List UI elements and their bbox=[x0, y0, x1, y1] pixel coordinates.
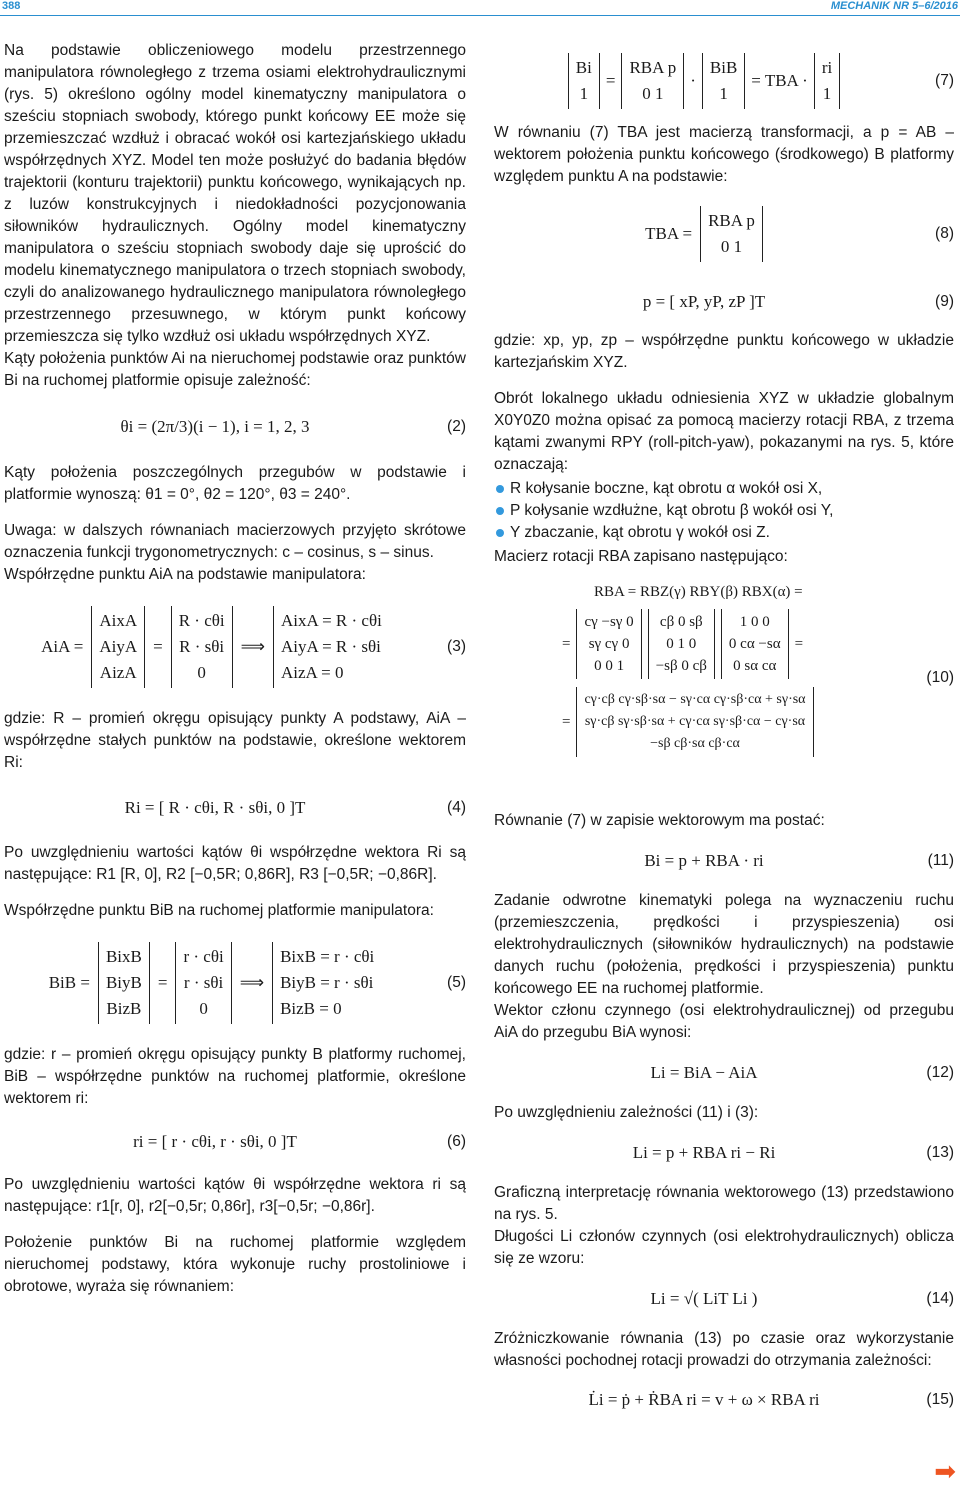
paragraph: Długości Li członów czynnych (osi elektrohydraulicznych) oblicza się ze wzoru: bbox=[494, 1228, 954, 1267]
list-item: R kołysanie boczne, kąt obrotu α wokół osi X, bbox=[494, 478, 954, 500]
matrix-cell: 0 1 0 bbox=[666, 636, 697, 652]
equation-text: ri = [ r · cθi, r · sθi, 0 ]T bbox=[133, 1132, 297, 1151]
system-line: BixB = r · cθi bbox=[280, 947, 375, 966]
page-header bbox=[0, 0, 960, 16]
paragraph: Uwaga: w dalszych równaniach macierzowych przyjęto skrótowe oznaczenia funkcji trygonometrycznych: c – cosinus, s – sinus. bbox=[4, 522, 466, 561]
equation-7: Bi 1 = RBA p 0 1 · BiB 1 = TBA · ri 1 (7) bbox=[494, 46, 954, 116]
matrix-cell: 1 0 0 bbox=[739, 614, 770, 630]
equation-15 bbox=[494, 1378, 954, 1422]
matrix-cell: R · cθi bbox=[178, 611, 225, 630]
implies-icon: ⟹ bbox=[239, 973, 265, 992]
equation-text: RBA = RBZ(γ) RBY(β) RBX(α) = bbox=[594, 584, 803, 600]
equation-text: Li = BiA − AiA bbox=[650, 1063, 758, 1082]
matrix bbox=[700, 206, 763, 262]
matrix bbox=[721, 609, 789, 679]
matrix-cell: BiyB bbox=[105, 973, 142, 992]
matrix-cell: BizB bbox=[106, 999, 142, 1018]
paragraph: Wektor członu czynnego (osi elektrohydraulicznej) od przegubu AiA do przegubu BiA wynosi: bbox=[494, 1002, 954, 1041]
matrix-cell: RBA p bbox=[708, 211, 755, 230]
header-rule bbox=[0, 15, 960, 16]
equation-lhs: TBA = bbox=[645, 224, 693, 243]
equation-3: AiA = AixA AiyA AizA = R · cθi R · sθi 0 ⟹ AixA = R · cθi AiyA = R · sθi AizA = 0 (3) bbox=[4, 592, 466, 702]
equation-number: (2) bbox=[447, 418, 466, 435]
system-line: AixA = R · cθi bbox=[281, 611, 382, 630]
equation-lhs: BiB = bbox=[48, 973, 90, 992]
equation-number: (11) bbox=[927, 852, 954, 869]
matrix-cell: 0 bbox=[197, 663, 206, 682]
matrix-cell: AizA bbox=[99, 663, 137, 682]
paragraph: Po uwzględnieniu wartości kątów θi współrzędne wektora ri są następujące: r1[r, 0], r2[−0,5r; 0,86r], r3[−0,5r; −0,86r]. bbox=[4, 1176, 466, 1215]
matrix-cell: 0 cα −sα bbox=[728, 636, 781, 652]
equation-11 bbox=[494, 838, 954, 884]
paragraph: Obrót lokalnego układu odniesienia XYZ w układzie globalnym X0Y0Z0 można opisać za pomocą macierzy rotacji RBA, z trzema kątami zwanymi RPY (roll-pitch-yaw), pokazanymi na rys. 5, które oznaczają: bbox=[494, 390, 954, 473]
matrix bbox=[576, 609, 641, 679]
paragraph: gdzie: xp, yp, zp – współrzędne punktu końcowego w układzie kartezjańskim XYZ. bbox=[494, 332, 954, 371]
equation-number: (8) bbox=[935, 225, 954, 242]
matrix-cell: 0 1 bbox=[720, 237, 743, 256]
system-line: AiyA = R · sθi bbox=[281, 637, 381, 656]
equation-number: (14) bbox=[926, 1290, 954, 1307]
matrix-cell: −sβ 0 cβ bbox=[655, 658, 707, 674]
matrix bbox=[576, 687, 813, 757]
matrix-cell: sγ·cβ sγ·sβ·sα + cγ·cα sγ·sβ·cα − cγ·sα bbox=[584, 714, 806, 729]
equation-8 bbox=[494, 194, 954, 274]
equation-10: RBA = RBZ(γ) RBY(β) RBX(α) = = cγ −sγ 0 sγ cγ 0 0 0 1 cβ 0 sβ 0 1 0 −sβ 0 cβ 1 0 0 0 cα −sα 0 sα cα = = cγ·cβ cγ·sβ·sα − sγ·cα cγ·sβ·cα + sγ·sα sγ·cβ sγ·sβ·sα + cγ·cα sγ·sβ·cα − cγ·sα −sβ cβ·sα cβ·cα (10) bbox=[494, 574, 954, 804]
left-column bbox=[4, 40, 466, 1298]
equation-number: (10) bbox=[926, 668, 954, 686]
paragraph: Zróżniczkowanie równania (13) po czasie oraz wykorzystanie własności pochodnej rotacji prowadzi do otrzymania zależności: bbox=[494, 1330, 954, 1369]
brace-system bbox=[272, 942, 381, 1024]
equation-number: (15) bbox=[926, 1391, 954, 1408]
matrix bbox=[702, 53, 745, 109]
matrix bbox=[814, 53, 840, 109]
equation-5: BiB = BixB BiyB BizB = r · cθi r · sθi 0 ⟹ BixB = r · cθi BiyB = r · sθi BizB = 0 (5) bbox=[4, 928, 466, 1038]
equation-number: (7) bbox=[935, 72, 954, 89]
matrix bbox=[568, 53, 600, 109]
matrix-cell: −sβ cβ·sα cβ·cα bbox=[650, 736, 740, 751]
right-column bbox=[494, 40, 954, 1428]
equation-text: = TBA · bbox=[751, 71, 808, 90]
equation-number: (6) bbox=[447, 1133, 466, 1150]
equation-9 bbox=[494, 280, 954, 324]
matrix-cell: cγ·cβ cγ·sβ·sα − sγ·cα cγ·sβ·cα + sγ·sα bbox=[584, 692, 806, 707]
paragraph: Położenie punktów Bi na ruchomej platformie względem nieruchomej podstawy, która wykonuje ruchy prostoliniowe i obrotowe, wyraża się równaniem: bbox=[4, 1234, 466, 1295]
equation-number: (4) bbox=[447, 799, 466, 816]
matrix-cell: 0 0 1 bbox=[594, 658, 625, 674]
paragraph: gdzie: R – promień okręgu opisujący punkty A podstawy, AiA – współrzędne stałych punktów na podstawie, określone wektorem Ri: bbox=[4, 710, 466, 771]
paragraph: Po uwzględnieniu zależności (11) i (3): bbox=[494, 1104, 759, 1121]
equation-number: (5) bbox=[447, 974, 466, 991]
equation-14 bbox=[494, 1276, 954, 1322]
matrix-cell: 1 bbox=[579, 84, 589, 103]
matrix bbox=[621, 53, 684, 109]
system-line: BiyB = r · sθi bbox=[280, 973, 374, 992]
equation-6 bbox=[4, 1116, 466, 1168]
matrix-cell: cγ −sγ 0 bbox=[584, 614, 634, 630]
equation-text: θi = (2π/3)(i − 1), i = 1, 2, 3 bbox=[120, 417, 310, 436]
journal-name: MECHANIK NR 5–6/2016 bbox=[830, 0, 958, 12]
paragraph: Współrzędne punktu AiA na podstawie manipulatora: bbox=[4, 566, 366, 583]
paragraph: Równanie (7) w zapisie wektorowym ma postać: bbox=[494, 812, 825, 829]
list-item: Y zbaczanie, kąt obrotu γ wokół osi Z. bbox=[494, 522, 954, 544]
equation-lhs: AiA = bbox=[41, 637, 84, 656]
equation-2 bbox=[4, 398, 466, 456]
matrix-cell: 0 bbox=[199, 999, 208, 1018]
matrix-cell: AixA bbox=[99, 611, 138, 630]
matrix-cell: sγ cγ 0 bbox=[588, 636, 630, 652]
system-line: AizA = 0 bbox=[281, 663, 344, 682]
matrix-cell: AiyA bbox=[99, 637, 138, 656]
matrix bbox=[175, 942, 231, 1024]
paragraph: Na podstawie obliczeniowego modelu przestrzennego manipulatora równoległego z trzema osiami elektrohydraulicznymi (rys. 5) określono ogólny model kinematyczny manipulatora o sześciu stopniach swobody, którego punkt końcowy EE może się przemieszczać wzdłuż i obracać wokół osi kartezjańskiego układu współrzędnych XYZ. Model ten może posłużyć do badania błędów trajektorii (konturu trajektorii) punktu końcowego, wynikających np. z luzów konstrukcyjnych i niedokładności pozycjonowania siłowników hydraulicznych. Ogólny model kinematyczny manipulatora o sześciu stopniach swobody daje się uprościć do modelu kinematycznego manipulatora o trzech stopniach swobody, czyli do analizowanego hydraulicznego manipulatora równoległego przestrzennego przesuwnego, w którym punkt końcowy przemieszcza się tylko wzdłuż osi układu współrzędnych XYZ. bbox=[4, 42, 466, 345]
matrix-cell: 0 1 bbox=[642, 84, 664, 103]
matrix bbox=[648, 609, 715, 679]
equation-number: (9) bbox=[935, 293, 954, 310]
matrix-cell: BiB bbox=[709, 58, 738, 77]
equation-text: Li = p + RBA ri − Ri bbox=[632, 1143, 776, 1162]
matrix bbox=[171, 606, 233, 688]
rpy-list bbox=[494, 478, 954, 544]
paragraph: Graficzną interpretację równania wektorowego (13) przedstawiono na rys. 5. bbox=[494, 1184, 954, 1223]
equation-4 bbox=[4, 780, 466, 836]
matrix bbox=[98, 942, 150, 1024]
paragraph: Po uwzględnieniu wartości kątów θi współrzędne wektora Ri są następujące: R1 [R, 0], R2 [−0,5R; 0,86R], R3 [−0,5R; −0,86R]. bbox=[4, 844, 466, 883]
matrix-cell: cβ 0 sβ bbox=[659, 614, 703, 630]
arrow-right-icon: ➡ bbox=[934, 1456, 956, 1486]
system-line: BizB = 0 bbox=[280, 999, 342, 1018]
brace-system bbox=[273, 606, 389, 688]
matrix-cell: 0 sα cα bbox=[733, 658, 777, 674]
equation-number: (3) bbox=[447, 638, 466, 655]
matrix-cell: ri bbox=[821, 58, 833, 77]
matrix-cell: RBA p bbox=[629, 58, 677, 77]
equation-number: (12) bbox=[926, 1064, 954, 1081]
matrix-cell: R · sθi bbox=[179, 637, 225, 656]
matrix-cell: r · cθi bbox=[183, 947, 224, 966]
paragraph: gdzie: r – promień okręgu opisujący punkty B platformy ruchomej, BiB – współrzędne punktów na ruchomej platformie, określone wektorem ri: bbox=[4, 1046, 466, 1107]
matrix-cell: 1 bbox=[719, 84, 728, 103]
paragraph: Macierz rotacji RBA zapisano następująco: bbox=[494, 548, 788, 565]
equation-text: Bi = p + RBA · ri bbox=[644, 851, 764, 870]
paragraph: W równaniu (7) TBA jest macierzą transformacji, a p = AB – wektorem położenia punktu końcowego (środkowego) B platformy względem punktu A na podstawie: bbox=[494, 124, 954, 185]
list-item: P kołysanie wzdłużne, kąt obrotu β wokół osi Y, bbox=[494, 500, 954, 522]
equation-text: Ri = [ R · cθi, R · sθi, 0 ]T bbox=[124, 798, 306, 817]
equation-12 bbox=[494, 1050, 954, 1096]
matrix-cell: 1 bbox=[822, 84, 832, 103]
equation-text: p = [ xP, yP, zP ]T bbox=[642, 292, 766, 311]
matrix-cell: BixB bbox=[105, 947, 142, 966]
matrix-cell: Bi bbox=[575, 58, 592, 77]
paragraph: Kąty położenia poszczególnych przegubów w podstawie i platformie wynoszą: θ1 = 0°, θ2 = 120°, θ3 = 240°. bbox=[4, 464, 466, 503]
matrix-cell: r · sθi bbox=[183, 973, 224, 992]
equation-13 bbox=[494, 1130, 954, 1176]
paragraph: Współrzędne punktu BiB na ruchomej platformie manipulatora: bbox=[4, 902, 434, 919]
paragraph: Zadanie odwrotne kinematyki polega na wyznaczeniu ruchu (przemieszczenia, prędkości i przyspieszenia) osi elektrohydraulicznych (siłowników hydraulicznych) na podstawie danych ruchu (położenia, prędkości i przyspieszenia) punktu końcowego EE na ruchomej platformie. bbox=[494, 892, 954, 997]
equation-text: Li = √( LiT Li ) bbox=[650, 1289, 758, 1308]
matrix bbox=[91, 606, 145, 688]
page-number: 388 bbox=[2, 0, 21, 12]
equation-text: L̇i = ṗ + ṘBA ri = v + ω × RBA ri bbox=[588, 1390, 820, 1409]
implies-icon: ⟹ bbox=[240, 637, 265, 656]
paragraph: Kąty położenia punktów Ai na nieruchomej podstawie oraz punktów Bi na ruchomej platformie opisuje zależność: bbox=[4, 350, 466, 389]
equation-number: (13) bbox=[926, 1144, 954, 1161]
